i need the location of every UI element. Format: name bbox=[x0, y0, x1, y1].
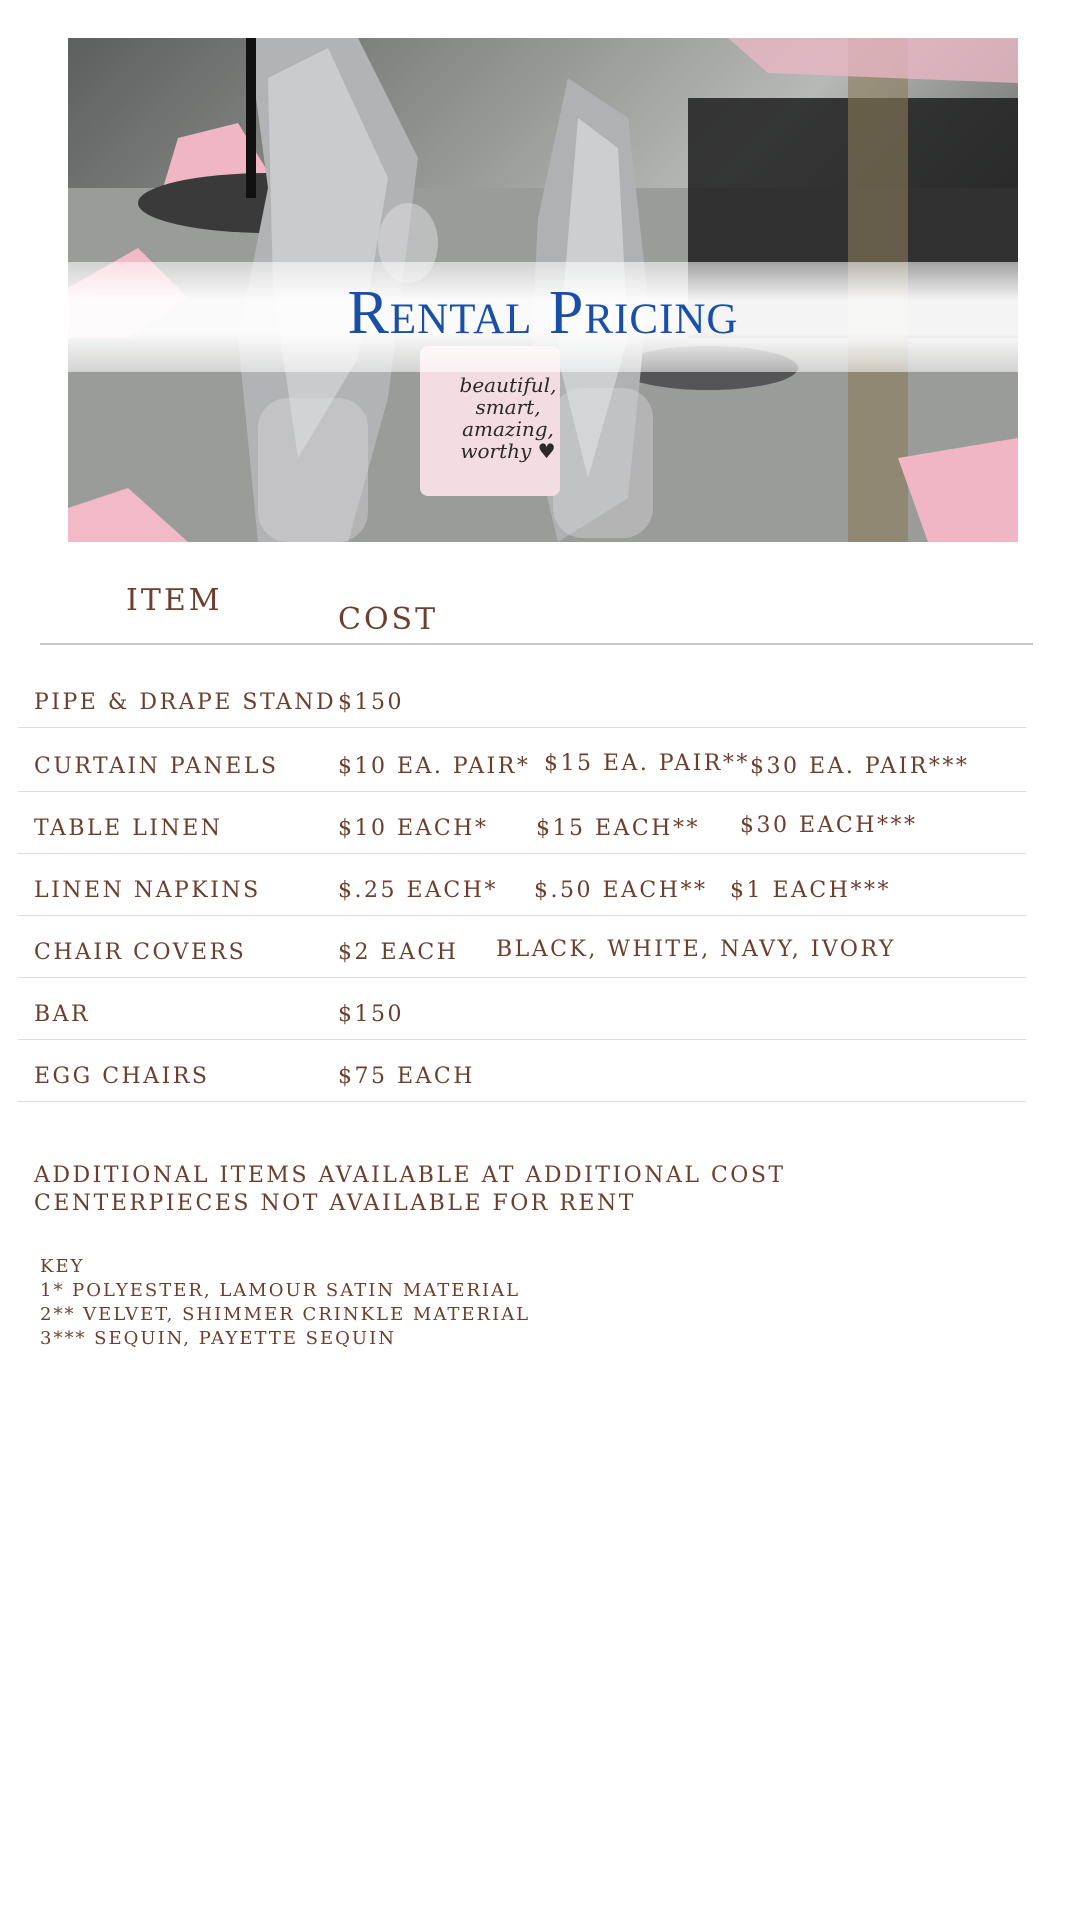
header-divider bbox=[40, 643, 1033, 645]
note-line: ADDITIONAL ITEMS AVAILABLE AT ADDITIONAL COST bbox=[34, 1163, 786, 1188]
row-cost: $75 EACH bbox=[338, 1064, 475, 1089]
row-item-label: CHAIR COVERS bbox=[34, 940, 247, 965]
key-entry: 3*** SEQUIN, PAYETTE SEQUIN bbox=[40, 1328, 396, 1349]
row-divider bbox=[18, 1101, 1026, 1102]
note-line: CENTERPIECES NOT AVAILABLE FOR RENT bbox=[34, 1191, 636, 1216]
row-cost: $.25 EACH* bbox=[338, 878, 498, 903]
sign-line: amazing, bbox=[462, 417, 554, 441]
row-cost: $30 EA. PAIR*** bbox=[750, 754, 970, 779]
row-divider bbox=[18, 915, 1026, 916]
key-title: KEY bbox=[40, 1256, 85, 1277]
sign-text bbox=[428, 374, 588, 462]
row-divider bbox=[18, 977, 1026, 978]
row-cost: $.50 EACH** bbox=[534, 878, 708, 903]
row-cost: $30 EACH*** bbox=[740, 813, 918, 838]
material-key bbox=[40, 1255, 530, 1351]
row-divider bbox=[18, 727, 1026, 728]
row-item-label: PIPE & DRAPE STAND bbox=[34, 690, 337, 715]
hero-banner bbox=[68, 38, 1018, 542]
row-cost: $15 EACH** bbox=[536, 816, 700, 841]
row-cost: $10 EACH* bbox=[338, 816, 489, 841]
row-cost: $150 bbox=[338, 690, 404, 715]
page-title: Rental Pricing bbox=[347, 279, 739, 347]
row-item-label: CURTAIN PANELS bbox=[34, 754, 279, 779]
row-cost: $1 EACH*** bbox=[730, 878, 891, 903]
sign-line: worthy ♥ bbox=[460, 439, 556, 463]
key-entry: 2** VELVET, SHIMMER CRINKLE MATERIAL bbox=[40, 1304, 531, 1325]
column-header-cost: COST bbox=[338, 602, 439, 637]
additional-notes bbox=[34, 1162, 786, 1218]
row-divider bbox=[18, 1039, 1026, 1040]
row-divider bbox=[18, 791, 1026, 792]
row-cost: $10 EA. PAIR* bbox=[338, 754, 531, 779]
row-color-options: BLACK, WHITE, NAVY, IVORY bbox=[496, 937, 896, 962]
key-entry: 1* POLYESTER, LAMOUR SATIN MATERIAL bbox=[40, 1280, 521, 1301]
row-item-label: EGG CHAIRS bbox=[34, 1064, 210, 1089]
row-cost: $2 EACH bbox=[338, 940, 459, 965]
row-item-label: BAR bbox=[34, 1002, 91, 1027]
row-divider bbox=[18, 853, 1026, 854]
row-cost: $15 EA. PAIR** bbox=[544, 751, 750, 776]
column-header-item: ITEM bbox=[126, 583, 223, 618]
row-item-label: LINEN NAPKINS bbox=[34, 878, 261, 903]
row-cost: $150 bbox=[338, 1002, 404, 1027]
row-item-label: TABLE LINEN bbox=[34, 816, 223, 841]
sign-line: smart, bbox=[475, 395, 541, 419]
sign-line: beautiful, bbox=[459, 373, 557, 397]
